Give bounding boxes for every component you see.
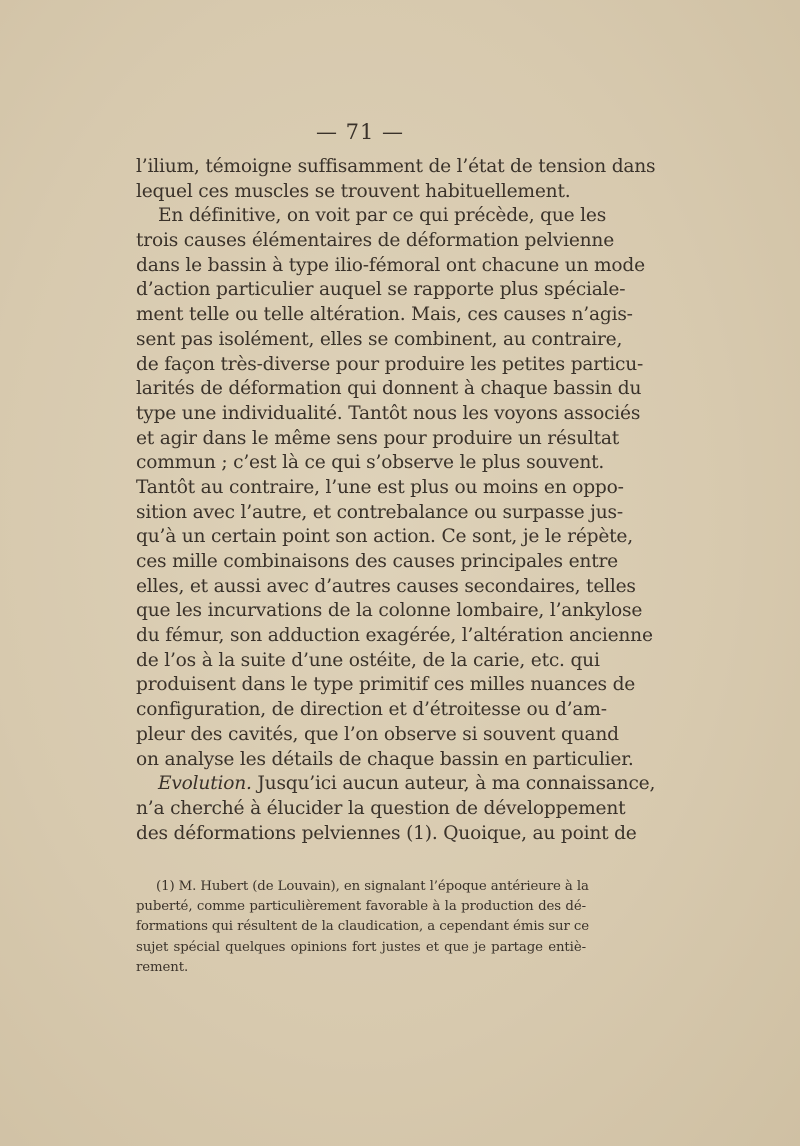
text-line: que les incurvations de la colonne lombaire, l’ankylose — [136, 600, 643, 622]
text-line: type une individualité. Tantôt nous les voyons associés — [136, 402, 641, 424]
text-line: qu’à un certain point son action. Ce sont, je le répète, — [136, 526, 633, 548]
text-line: l’ilium, témoigne suffisamment de l’état de tension dans — [136, 156, 656, 177]
text-line: Tantôt au contraire, l’une est plus ou moins en oppo- — [136, 476, 624, 498]
footnote — [136, 877, 590, 978]
text-line: ces mille combinaisons des causes principales entre — [136, 551, 618, 572]
text-line: pleur des cavités, que l’on observe si souvent quand — [136, 723, 619, 745]
footnote-line: sujet spécial quelques opinions fort justes et que je partage entiè- — [136, 939, 586, 955]
footnote-line: formations qui résultent de la claudication, a cependant émis sur ce — [136, 919, 590, 935]
text-line: elles, et aussi avec d’autres causes secondaires, telles — [136, 575, 636, 597]
footnote-line: (1) M. Hubert (de Louvain), en signalant l’époque antérieure à la — [156, 879, 589, 894]
text-line: du fémur, son adduction exagérée, l’altération ancienne — [136, 625, 653, 647]
text-line: de façon très-diverse pour produire les petites particu- — [136, 353, 644, 375]
footnote-line: puberté, comme particulièrement favorable à la production des dé- — [136, 899, 586, 915]
footnote-line: rement. — [136, 959, 189, 975]
text-line: ment telle ou telle altération. Mais, ces causes n’agis- — [136, 304, 633, 326]
text-line: et agir dans le même sens pour produire un résultat — [136, 427, 620, 449]
text-line: sent pas isolément, elles se combinent, au contraire, — [136, 328, 623, 350]
body-text — [136, 155, 656, 846]
text-line: En définitive, on voit par ce qui précède, que les — [158, 205, 607, 227]
text-line: configuration, de direction et d’étroitesse ou d’am- — [136, 699, 607, 721]
evolution-heading: Evolution. — [158, 773, 252, 795]
text-line: trois causes élémentaires de déformation pelvienne — [136, 230, 615, 252]
text-line: larités de déformation qui donnent à chaque bassin du — [136, 378, 642, 400]
text-line: n’a cherché à élucider la question de développement — [136, 797, 626, 819]
evolution-line — [136, 772, 656, 797]
text-line: lequel ces muscles se trouvent habituellement. — [136, 180, 571, 202]
text-line: produisent dans le type primitif ces milles nuances de — [136, 674, 636, 696]
text-line: des déformations pelviennes (1). Quoique, au point de — [136, 822, 637, 844]
text-line: de l’os à la suite d’une ostéite, de la carie, etc. qui — [136, 649, 600, 671]
page-number: — 71 — — [315, 120, 405, 144]
text-line: d’action particulier auquel se rapporte plus spéciale- — [136, 279, 626, 301]
text-line: commun ; c’est là ce qui s’observe le plus souvent. — [136, 452, 605, 474]
text-line: sition avec l’autre, et contrebalance ou surpasse jus- — [136, 501, 623, 523]
evolution-text: Jusqu’ici aucun auteur, à ma connaissance, — [251, 773, 656, 795]
text-line: dans le bassin à type ilio-fémoral ont chacune un mode — [136, 254, 645, 276]
text-line: on analyse les détails de chaque bassin en particulier. — [136, 748, 634, 770]
